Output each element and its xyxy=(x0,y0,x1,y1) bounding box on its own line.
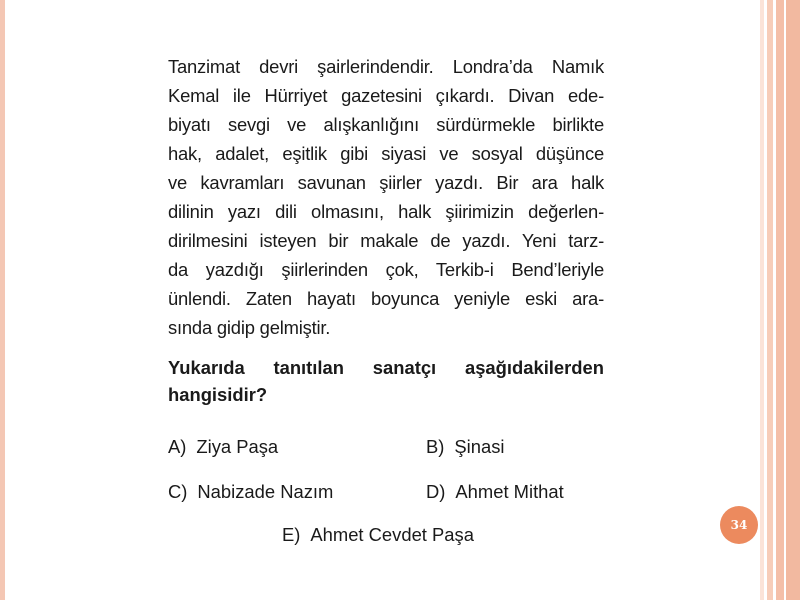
option-text: Şinasi xyxy=(454,436,505,457)
passage-line: dirilmesini isteyen bir makale de yazdı. Yeni tarz- xyxy=(168,230,604,251)
answer-options xyxy=(168,436,608,556)
option-letter: B) xyxy=(426,436,445,457)
passage-line: Kemal ile Hürriyet gazetesini çıkardı. Divan ede- xyxy=(168,85,604,106)
passage-line: dilinin yazı dili olmasını, halk şiirimizin değerlen- xyxy=(168,201,604,222)
option-d[interactable] xyxy=(426,481,564,503)
option-b[interactable] xyxy=(426,436,504,458)
option-c[interactable] xyxy=(168,481,333,503)
question-prompt xyxy=(168,354,604,408)
passage-line: ve kavramları savunan şiirler yazdı. Bir ara halk xyxy=(168,172,604,193)
passage-line: hak, adalet, eşitlik gibi siyasi ve sosyal düşünce xyxy=(168,143,604,164)
passage-line: da yazdığı şiirlerinden çok, Terkib-i Bend’leriyle xyxy=(168,259,604,280)
option-text: Nabizade Nazım xyxy=(197,481,334,502)
option-letter: A) xyxy=(168,436,187,457)
option-e[interactable] xyxy=(282,524,474,546)
passage-line: biyatı sevgi ve alışkanlığını sürdürmekle birlikte xyxy=(168,114,604,135)
stripe xyxy=(776,0,784,600)
option-letter: E) xyxy=(282,524,301,545)
right-decorative-stripes xyxy=(760,0,800,600)
left-edge-border xyxy=(0,0,5,600)
prompt-line: Yukarıda tanıtılan sanatçı aşağıdakilerden xyxy=(168,357,604,378)
option-text: Ahmet Mithat xyxy=(455,481,564,502)
question-passage xyxy=(168,52,604,342)
passage-line: ünlendi. Zaten hayatı boyunca yeniyle eski ara- xyxy=(168,288,604,309)
option-letter: D) xyxy=(426,481,446,502)
option-text: Ahmet Cevdet Paşa xyxy=(310,524,474,545)
page-number-badge: 34 xyxy=(720,506,758,544)
option-text: Ziya Paşa xyxy=(196,436,279,457)
option-a[interactable] xyxy=(168,436,278,458)
prompt-line: hangisidir? xyxy=(168,384,268,405)
stripe xyxy=(786,0,800,600)
passage-line: Tanzimat devri şairlerindendir. Londra’da Namık xyxy=(168,56,604,77)
question-block xyxy=(168,52,604,408)
passage-line: sında gidip gelmiştir. xyxy=(168,317,331,338)
option-letter: C) xyxy=(168,481,188,502)
